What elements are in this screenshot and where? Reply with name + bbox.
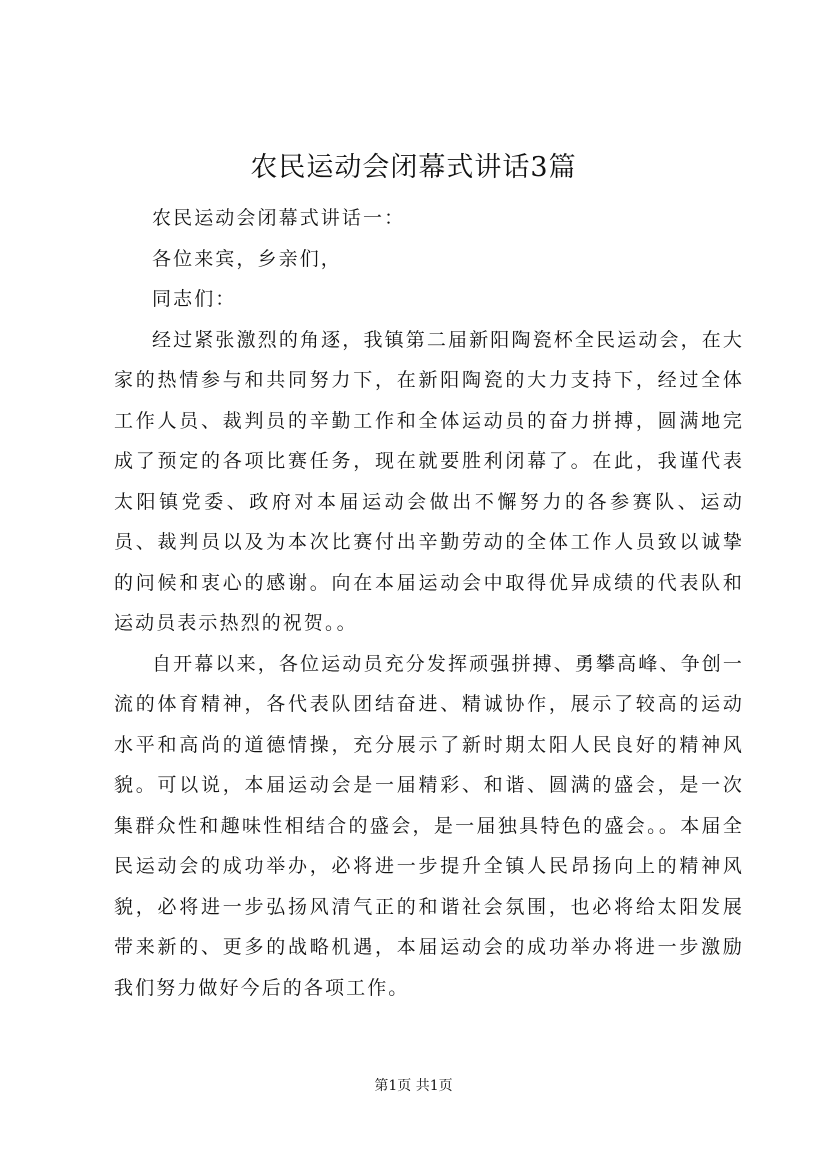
document-title: 农民运动会闭幕式讲话3篇 [250,152,577,183]
paragraph-salutation-guests: 各位来宾，乡亲们， [152,247,342,270]
paragraph-heading: 农民运动会闭幕式讲话一： [152,207,406,229]
page-footer: 第1页 共1页 [374,1078,453,1094]
paragraph-body-1: 经过紧张激烈的角逐，我镇第二届新阳陶瓷杯全民运动会，在大家的热情参与和共同努力下，在新阳陶瓷的大力支持下，经过全体工作人员、裁判员的辛勤工作和全体运动员的奋力拼搏，圆满地完成了预定的各项比赛任务，现在就要胜利闭幕了。在此，我谨代表太阳镇党委、政府对本届运动会做出不懈努力的各参赛队、运动员、裁判员以及为本次比赛付出辛勤劳动的全体工作人员致以诚挚的问候和衷心的感谢。向在本届运动会中取得优异成绩的代表队和运动员表示热烈的祝贺。。 [114,328,744,634]
paragraph-body-2: 自开幕以来，各位运动员充分发挥顽强拼搏、勇攀高峰、争创一流的体育精神，各代表队团结奋进、精诚协作，展示了较高的运动水平和高尚的道德情操，充分展示了新时期太阳人民良好的精神风貌。可以说，本届运动会是一届精彩、和谐、圆满的盛会，是一次集群众性和趣味性相结合的盛会，是一届独具特色的盛会。。本届全民运动会的成功举办，必将进一步提升全镇人民昂扬向上的精神风貌，必将进一步弘扬风清气正的和谐社会氛围，也必将给太阳发展带来新的、更多的战略机遇，本届运动会的成功举办将进一步激励我们努力做好今后的各项工作。 [114,652,744,999]
document-body [114,198,744,1008]
paragraph-salutation-comrades: 同志们： [152,288,237,310]
